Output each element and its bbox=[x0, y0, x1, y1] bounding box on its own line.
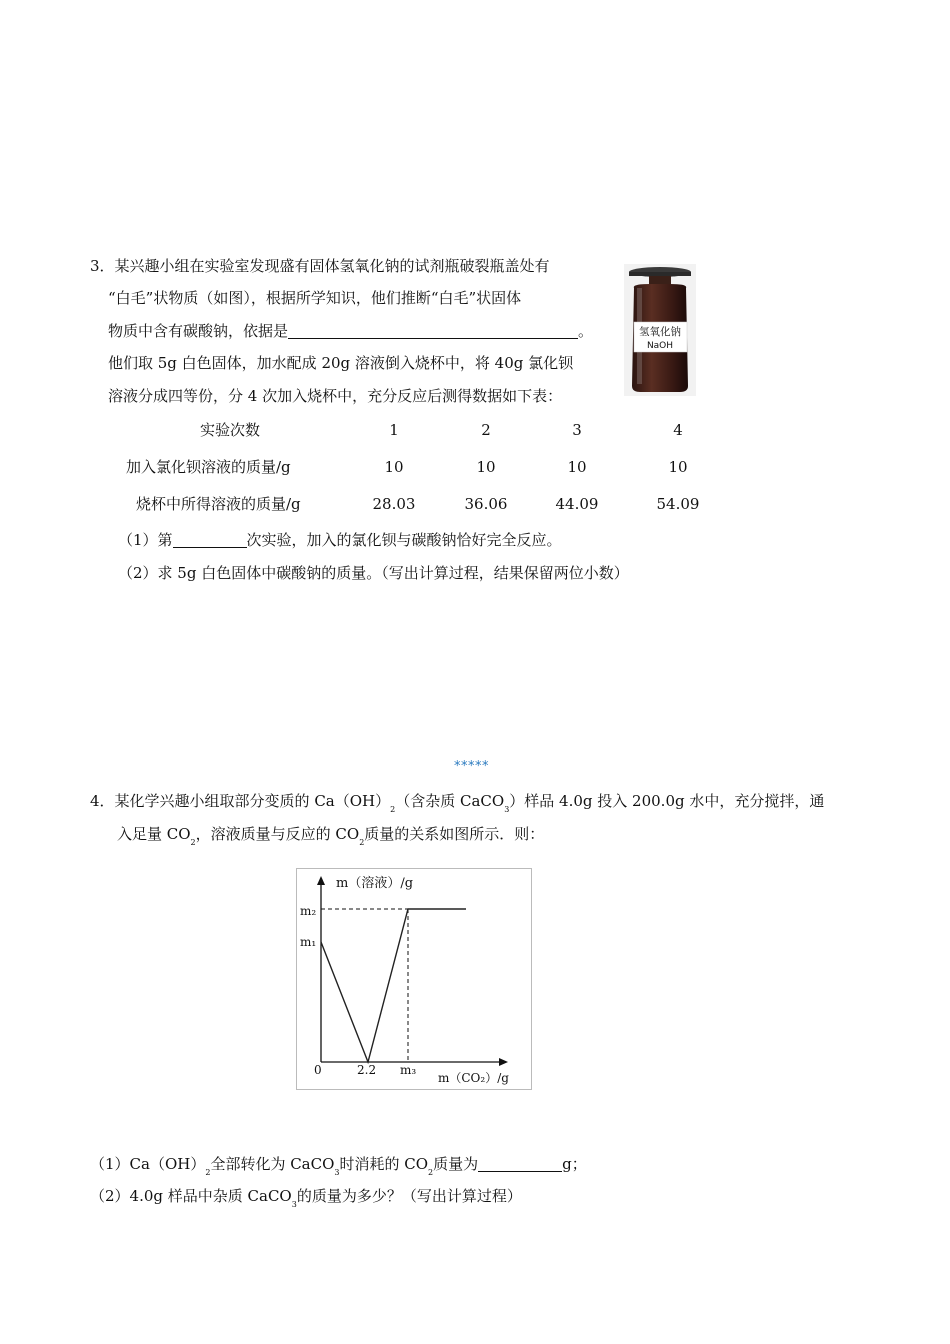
table-trial-1: 1 bbox=[389, 421, 399, 439]
table-header-label: 实验次数 bbox=[199, 421, 260, 439]
q3-sub2: （2）求 5g 白色固体中碳酸钠的质量。（写出计算过程，结果保留两位小数） bbox=[118, 564, 629, 582]
table-row2-cell-2: 36.06 bbox=[464, 495, 508, 513]
q4-sub1-sub-c: 2 bbox=[428, 1168, 434, 1177]
y-tick-m2: m₂ bbox=[300, 904, 317, 918]
table-trial-2: 2 bbox=[481, 421, 491, 439]
q3-line-3-end: 。 bbox=[578, 322, 594, 340]
table-row2-cell-3: 44.09 bbox=[555, 495, 599, 513]
q3-line-2: “白毛”状物质（如图），根据所学知识，他们推断“白毛”状固体 bbox=[108, 289, 522, 307]
x-origin: 0 bbox=[314, 1063, 322, 1077]
q4-sub2-a: （2）4.0g 样品中杂质 CaCO bbox=[90, 1187, 292, 1205]
q3-line-5: 溶液分成四等份，分 4 次加入烧杯中，充分反应后测得数据如下表： bbox=[108, 387, 563, 405]
y-axis-label: m（溶液）/g bbox=[336, 876, 414, 891]
q4-line-2-b: ，溶液质量与反应的 CO bbox=[195, 825, 360, 843]
x-tick-2-2: 2.2 bbox=[357, 1063, 377, 1077]
q4-sub1-a: （1）Ca（OH） bbox=[90, 1155, 206, 1173]
q4-sub2-b: 的质量为多少？（写出计算过程） bbox=[296, 1187, 522, 1205]
x-axis-label: m（CO₂）/g bbox=[438, 1071, 509, 1085]
table-row2-cell-1: 28.03 bbox=[372, 495, 416, 513]
q3-sub1-suffix: 次实验，加入的氯化钡与碳酸钠恰好完全反应。 bbox=[246, 531, 562, 549]
q4-sub2-sub: 3 bbox=[291, 1200, 297, 1209]
bottle-label-en: NaOH bbox=[646, 341, 674, 351]
q4-sub1-sub-b: 3 bbox=[334, 1168, 340, 1177]
section-separator: ***** bbox=[454, 759, 489, 774]
table-row2-label: 烧杯中所得溶液的质量/g bbox=[136, 495, 301, 513]
q4-line-2-sub-b: 2 bbox=[359, 838, 365, 847]
q3-line-1: 3．某兴趣小组在实验室发现盛有固体氢氧化钠的试剂瓶破裂瓶盖处有 bbox=[90, 257, 550, 275]
q3-sub1-prefix: （1）第 bbox=[118, 531, 173, 549]
bottle-label-cn: 氢氧化钠 bbox=[639, 326, 681, 338]
q3-line-3-text: 物质中含有碳酸钠，依据是 bbox=[108, 322, 289, 340]
q4-sub1-d: 质量为 bbox=[433, 1155, 479, 1173]
q4-sub1-answer-blank[interactable] bbox=[478, 1155, 562, 1172]
q4-sub1-e: g； bbox=[562, 1155, 587, 1173]
q4-sub1-sub-a: 2 bbox=[205, 1168, 211, 1177]
y-tick-m1: m₁ bbox=[300, 935, 317, 949]
table-row1-cell-2: 10 bbox=[476, 458, 496, 476]
q3-line-4: 他们取 5g 白色固体，加水配成 20g 溶液倒入烧杯中，将 40g 氯化钡 bbox=[108, 354, 574, 372]
q3-answer-blank[interactable] bbox=[288, 322, 578, 339]
q4-line-1-a: 4．某化学兴趣小组取部分变质的 Ca（OH） bbox=[90, 792, 391, 810]
q4-sub-2: 2 bbox=[390, 805, 396, 814]
q3-line-3 bbox=[108, 321, 593, 341]
q3-sub1 bbox=[118, 530, 562, 550]
q4-sub1-c: 时消耗的 CO bbox=[339, 1155, 429, 1173]
q4-line-2-a: 入足量 CO bbox=[117, 825, 191, 843]
q4-sub-3: 3 bbox=[504, 805, 510, 814]
table-row1-cell-4: 10 bbox=[668, 458, 688, 476]
table-row1-cell-1: 10 bbox=[384, 458, 404, 476]
q4-line-1 bbox=[90, 791, 824, 820]
table-row1-label: 加入氯化钡溶液的质量/g bbox=[126, 458, 291, 476]
q3-sub1-answer-blank[interactable] bbox=[173, 531, 247, 548]
table-row2-cell-4: 54.09 bbox=[656, 495, 700, 513]
table-trial-4: 4 bbox=[673, 421, 683, 439]
q4-line-2-c: 质量的关系如图所示．则： bbox=[364, 825, 545, 843]
q4-sub1 bbox=[90, 1154, 587, 1183]
table-row1-cell-3: 10 bbox=[567, 458, 587, 476]
x-tick-m3: m₃ bbox=[400, 1063, 417, 1077]
solution-mass-graph bbox=[296, 868, 532, 1090]
naoh-bottle-image bbox=[624, 264, 696, 396]
table-trial-3: 3 bbox=[572, 421, 582, 439]
q4-sub1-b: 全部转化为 CaCO bbox=[210, 1155, 335, 1173]
q4-line-1-c: ）样品 4.0g 投入 200.0g 水中，充分搅拌，通 bbox=[509, 792, 825, 810]
q4-line-1-b: （含杂质 CaCO bbox=[395, 792, 505, 810]
q4-line-2 bbox=[117, 824, 544, 853]
q4-line-2-sub-a: 2 bbox=[190, 838, 196, 847]
q4-sub2 bbox=[90, 1186, 522, 1215]
